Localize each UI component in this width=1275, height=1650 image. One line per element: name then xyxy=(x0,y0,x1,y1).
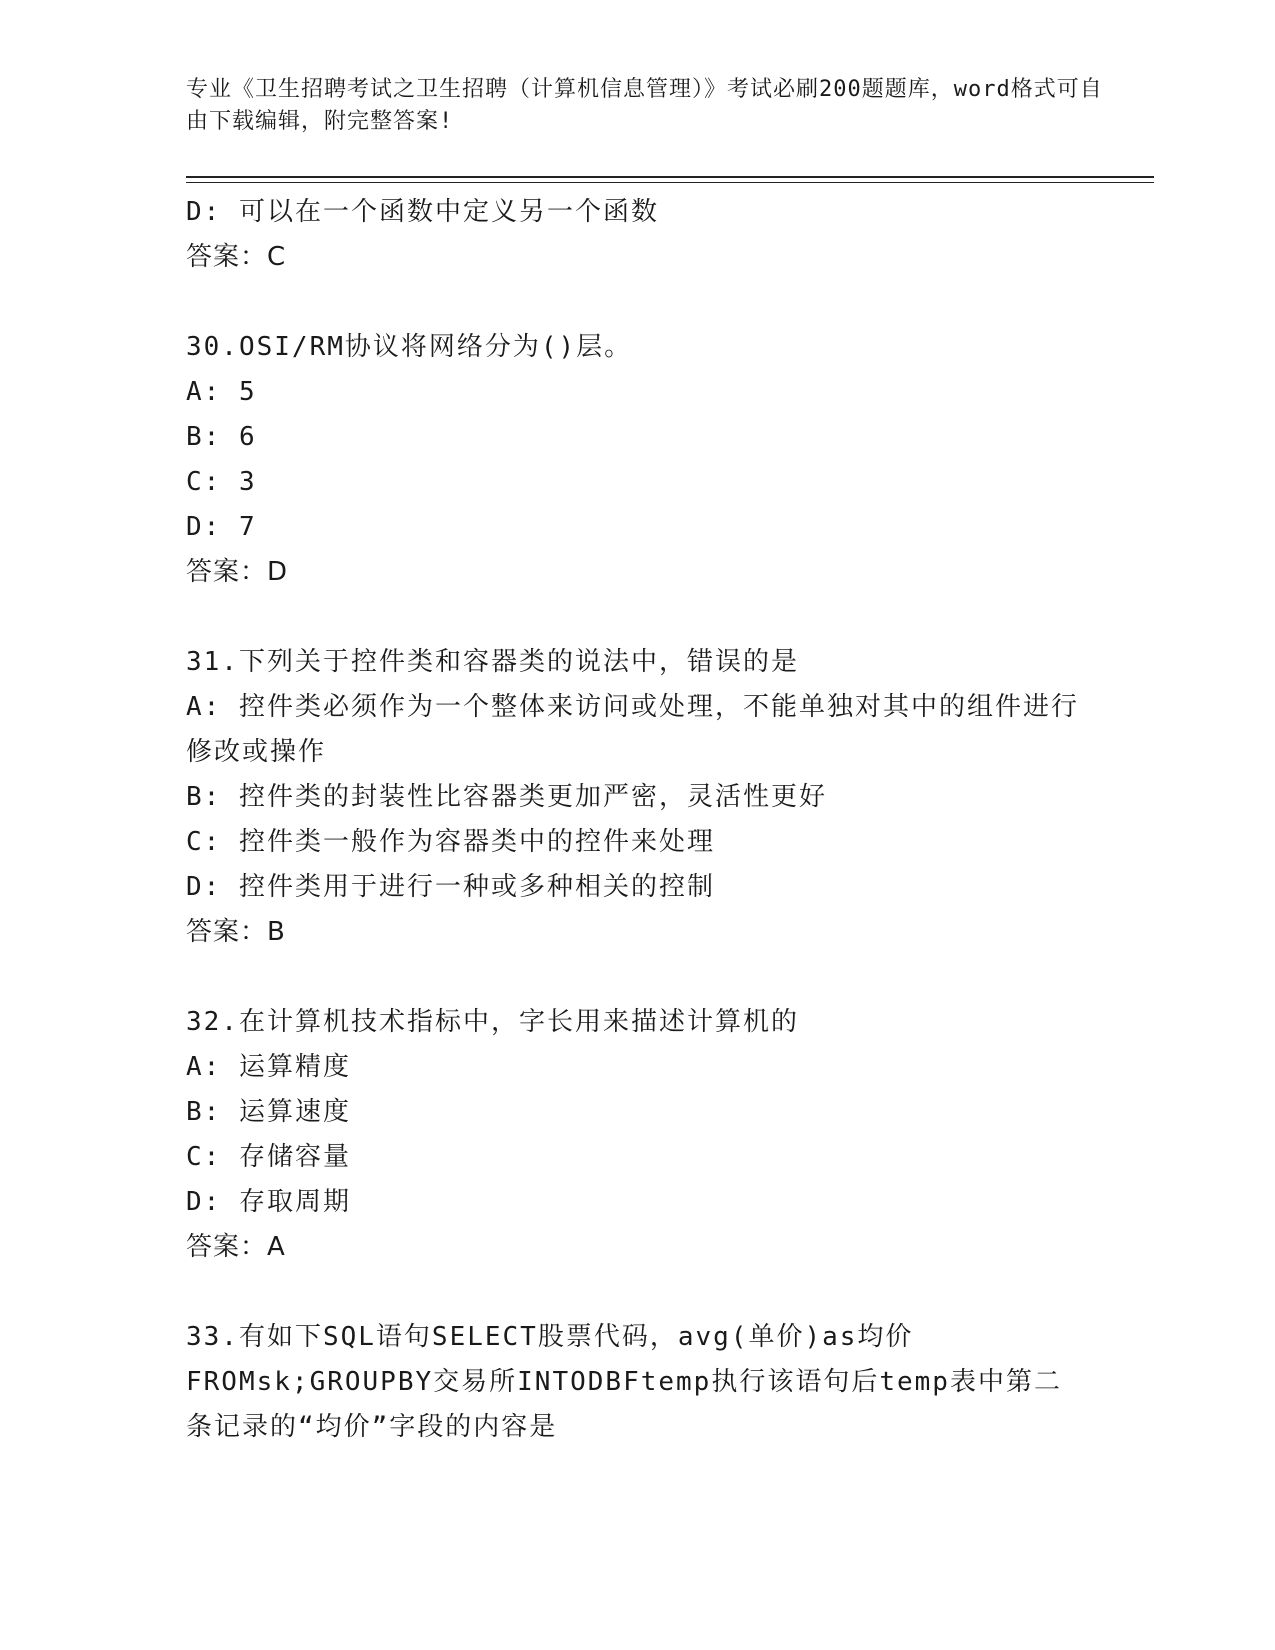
question-31 xyxy=(186,640,1086,955)
question-32 xyxy=(186,1000,1086,1270)
option-d: D: 存取周期 xyxy=(186,1187,351,1217)
answer: 答案：A xyxy=(186,1232,286,1262)
question-stem: 32.在计算机技术指标中，字长用来描述计算机的 xyxy=(186,1007,799,1037)
header-divider-thick xyxy=(186,176,1154,178)
option-c: C: 3 xyxy=(186,467,257,497)
option-a: A: 控件类必须作为一个整体来访问或处理，不能单独对其中的组件进行修改或操作 xyxy=(186,692,1079,767)
option-d: D: 7 xyxy=(186,512,257,542)
option-a: A: 运算精度 xyxy=(186,1052,351,1082)
question-stem: 33.有如下SQL语句SELECT股票代码，avg(单价)as均价FROMsk;GROUPBY交易所INTODBFtemp执行该语句后temp表中第二条记录的“均价”字段的内容是 xyxy=(186,1322,1062,1442)
option-d: D: 控件类用于进行一种或多种相关的控制 xyxy=(186,872,715,902)
prev-option-d: D: 可以在一个函数中定义另一个函数 xyxy=(186,197,659,227)
question-30 xyxy=(186,325,1086,595)
option-c: C: 存储容量 xyxy=(186,1142,351,1172)
option-b: B: 6 xyxy=(186,422,257,452)
document-body xyxy=(186,190,1086,1450)
option-b: B: 运算速度 xyxy=(186,1097,351,1127)
question-stem: 31.下列关于控件类和容器类的说法中，错误的是 xyxy=(186,647,799,677)
answer: 答案：D xyxy=(186,557,289,587)
question-33 xyxy=(186,1315,1086,1450)
question-stem: 30.OSI/RM协议将网络分为()层。 xyxy=(186,332,633,362)
option-c: C: 控件类一般作为容器类中的控件来处理 xyxy=(186,827,715,857)
answer: 答案：B xyxy=(186,917,286,947)
option-b: B: 控件类的封装性比容器类更加严密，灵活性更好 xyxy=(186,782,827,812)
option-a: A: 5 xyxy=(186,377,257,407)
document-header: 专业《卫生招聘考试之卫生招聘（计算机信息管理）》考试必刷200题题库，word格式可自由下载编辑，附完整答案! xyxy=(186,77,1103,134)
prev-answer: 答案：C xyxy=(186,242,287,272)
header-divider-thin xyxy=(186,182,1154,183)
